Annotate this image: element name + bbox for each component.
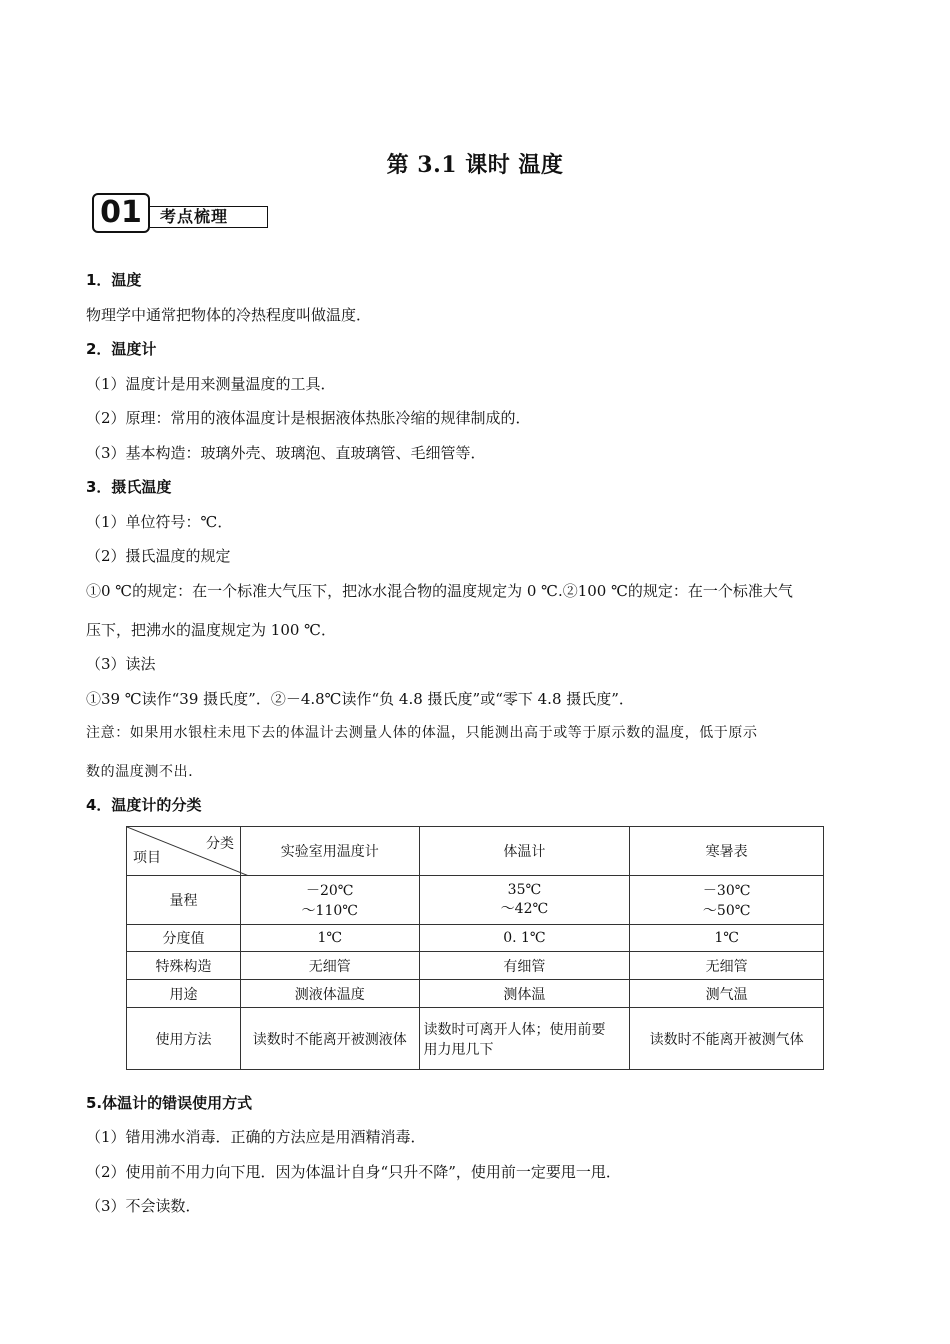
thermometer-table xyxy=(126,826,824,1070)
table-cell: 无细管 xyxy=(630,952,824,980)
table-row xyxy=(127,876,824,925)
table-cell xyxy=(240,876,419,925)
table-cell: 1℃ xyxy=(240,925,419,952)
table-cell: 0. 1℃ xyxy=(419,925,630,952)
list-item: （1）单位符号：℃． xyxy=(86,513,233,531)
table-row xyxy=(127,952,824,980)
list-item: ①39 ℃读作“39 摄氏度”．②－4.8℃读作“负 4.8 摄氏度”或“零下 4.8 摄氏度”． xyxy=(86,690,634,708)
cell-line: ～50℃ xyxy=(702,903,751,919)
table-header-row xyxy=(127,827,824,876)
cell-line: 35℃ xyxy=(507,882,542,898)
list-item: （3）基本构造：玻璃外壳、玻璃泡、直玻璃管、毛细管等． xyxy=(86,444,486,462)
list-item: ①0 ℃的规定：在一个标准大气压下，把冰水混合物的温度规定为 0 ℃.②100 ℃的规定：在一个标准大气 xyxy=(86,582,793,600)
row-label: 使用方法 xyxy=(127,1008,241,1070)
cell-line: －20℃ xyxy=(305,883,354,899)
row-label: 量程 xyxy=(127,876,241,925)
table-cell: 读数时不能离开被测气体 xyxy=(630,1008,824,1070)
table-cell: 测液体温度 xyxy=(240,980,419,1008)
list-item: （2）使用前不用力向下甩．因为体温计自身“只升不降”，使用前一定要甩一甩． xyxy=(86,1163,621,1181)
table-cell xyxy=(419,1008,630,1070)
cell-line: ～110℃ xyxy=(301,903,358,919)
list-item: （3）读法 xyxy=(86,655,156,673)
table-row xyxy=(127,980,824,1008)
badge-label: 考点梳理 xyxy=(150,206,268,228)
heading-temperature: 1．温度 xyxy=(86,271,142,289)
heading-classification: 4．温度计的分类 xyxy=(86,796,202,814)
table-cell: 测体温 xyxy=(419,980,630,1008)
list-item: （2）原理：常用的液体温度计是根据液体热胀冷缩的规律制成的． xyxy=(86,409,531,427)
heading-celsius: 3．摄氏温度 xyxy=(86,478,172,496)
table-corner-cell xyxy=(127,827,241,876)
table-cell: 有细管 xyxy=(419,952,630,980)
row-label: 分度值 xyxy=(127,925,241,952)
heading-wrong-usage: 5.体温计的错误使用方式 xyxy=(86,1094,253,1112)
cell-line: ～42℃ xyxy=(500,901,549,917)
note-line: 数的温度测不出． xyxy=(86,764,203,780)
column-header: 寒暑表 xyxy=(630,827,824,876)
table-row xyxy=(127,925,824,952)
column-header: 体温计 xyxy=(419,827,630,876)
cell-line: 读数时可离开人体；使用前要 xyxy=(423,1021,606,1038)
table-cell xyxy=(630,876,824,925)
table-cell: 读数时不能离开被测液体 xyxy=(240,1008,419,1070)
corner-label-item: 项目 xyxy=(133,850,161,866)
table-cell xyxy=(419,876,630,925)
list-item: 压下，把沸水的温度规定为 100 ℃． xyxy=(86,621,336,639)
paragraph: 物理学中通常把物体的冷热程度叫做温度． xyxy=(86,306,372,324)
list-item: （3）不会读数． xyxy=(86,1197,201,1215)
cell-line: 用力甩几下 xyxy=(423,1041,494,1058)
column-header: 实验室用温度计 xyxy=(240,827,419,876)
table-cell: 无细管 xyxy=(240,952,419,980)
row-label: 用途 xyxy=(127,980,241,1008)
list-item: （2）摄氏温度的规定 xyxy=(86,547,231,565)
badge-number: 01 xyxy=(92,193,150,233)
page-title: 第 3.1 课时 温度 xyxy=(386,152,564,178)
note-line: 注意：如果用水银柱未甩下去的体温计去测量人体的体温，只能测出高于或等于原示数的温度，低于原示 xyxy=(86,725,758,741)
corner-label-category: 分类 xyxy=(205,836,234,852)
list-item: （1）温度计是用来测量温度的工具． xyxy=(86,375,336,393)
table-row xyxy=(127,1008,824,1070)
heading-thermometer: 2．温度计 xyxy=(86,340,157,358)
list-item: （1）错用沸水消毒．正确的方法应是用酒精消毒． xyxy=(86,1128,426,1146)
cell-line: －30℃ xyxy=(702,883,751,899)
row-label: 特殊构造 xyxy=(127,952,241,980)
table-cell: 测气温 xyxy=(630,980,824,1008)
table-cell: 1℃ xyxy=(630,925,824,952)
